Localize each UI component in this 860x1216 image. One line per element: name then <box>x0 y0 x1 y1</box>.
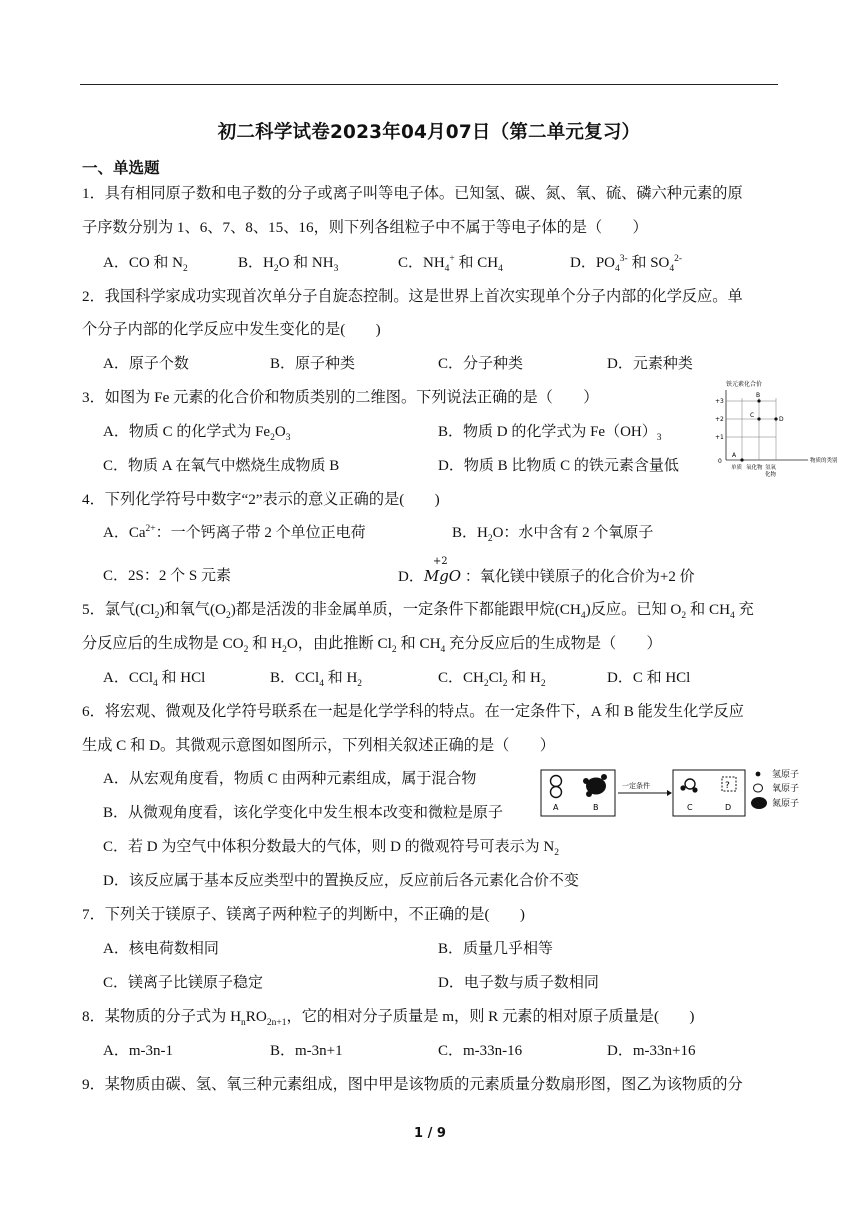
xcat-elemental: 单质 <box>731 465 743 471</box>
q2-option-c: C．分子种类 <box>438 356 524 372</box>
q6-option-b: B．从微观角度看，该化学变化中发生根本改变和微粒是原子 <box>103 805 504 821</box>
q2-stem-line2: 个分子内部的化学反应中发生变化的是( ) <box>82 321 381 338</box>
legend-hydrogen: 氢原子 <box>772 770 800 780</box>
q3-stem: 3．如图为 Fe 元素的化合价和物质类别的二维图。下列说法正确的是（ ） <box>82 389 599 406</box>
q5-option-b: B．CCl$_4$ 和 $H_2$ <box>270 670 363 689</box>
q1-option-b: B．$H_2O$ 和 $NH_3$ <box>238 255 339 274</box>
point-b <box>757 399 760 402</box>
xcat-hydroxide-2: 化物 <box>765 472 777 478</box>
molecule-c-h-atom2 <box>692 787 697 792</box>
q7-stem: 7．下列关于镁原子、镁离子两种粒子的判断中，不正确的是( ) <box>82 906 525 923</box>
q7-option-c: C．镁离子比镁原子稳定 <box>103 975 264 991</box>
arrow-head-icon <box>667 790 672 796</box>
q8-stem: 8．某物质的分子式为 $H_nRO_{2n+1}$，它的相对分子质量是 m，则 R 元素的相对原子质量是( ) <box>82 1008 695 1029</box>
q7-option-b: B．质量几乎相等 <box>438 941 554 957</box>
ytick-zero: 0 <box>718 458 722 465</box>
fig-ylabel: 铁元素化合价 <box>726 381 763 388</box>
label-b: B <box>756 392 761 399</box>
q2-option-a: A．原子个数 <box>103 356 189 372</box>
q6-option-c: C．若 D 为空气中体积分数最大的气体，则 D 的微观符号可表示为 $N_2$ <box>103 839 560 858</box>
q8-option-c: C．m-33n-16 <box>438 1043 523 1059</box>
q8-option-d: D．m-33n+16 <box>607 1043 696 1059</box>
section-heading: 一、单选题 <box>82 159 160 177</box>
fe-valence-diagram <box>712 378 838 480</box>
q3-option-c: C．物质 A 在氧气中燃烧生成物质 B <box>103 458 340 474</box>
q1-option-d: D．$PO_4^{3-}$ 和 $SO_4^{2-}$ <box>570 254 683 274</box>
molecule-c-o-atom <box>685 779 695 789</box>
legend-nitrogen-symbol <box>751 797 767 809</box>
legend-oxygen: 氧原子 <box>772 784 800 794</box>
q1-stem-line2: 子序数分别为 1、6、7、8、15、16，则下列各组粒子中不属于等电子体的是（ ） <box>82 219 648 236</box>
label-c: C <box>750 412 755 419</box>
q5-stem-line2: 分反应后的生成物是 $CO_2$ 和 $H_2O$，由此推断 $Cl_2$ 和 $CH_4$ 充分反应后的生成物是（ ） <box>82 635 662 656</box>
grid <box>726 398 776 460</box>
label-c: C <box>687 803 693 812</box>
point-c <box>757 417 760 420</box>
q9-stem-line1: 9．某物质由碳、氢、氧三种元素组成，图中甲是该物质的元素质量分数扇形图，图乙为该物质的分 <box>82 1076 743 1093</box>
label-b: B <box>593 803 599 812</box>
molecule-a-atom1 <box>551 776 562 787</box>
q6-option-d: D．该反应属于基本反应类型中的置换反应，反应前后各元素化合价不变 <box>103 873 579 889</box>
q6-stem-line1: 6．将宏观、微观及化学符号联系在一起是化学学科的特点。在一定条件下，A 和 B 能发生化学反应 <box>82 703 744 720</box>
q2-option-b: B．原子种类 <box>270 356 356 372</box>
label-a: A <box>553 803 559 812</box>
q1-option-c: C．$NH_4^+$ 和 $CH_4$ <box>398 254 503 274</box>
q3-option-b: B．物质 D 的化学式为 $Fe(OH)_3$ <box>438 424 662 443</box>
molecule-b-h-atom1 <box>583 778 589 784</box>
page-title: 初二科学试卷2023年04月07日（第二单元复习） <box>217 122 641 143</box>
q5-stem-line1: 5．氯气$(Cl_2)$和氧气$(O_2)$都是活泼的非金属单质，一定条件下都能跟甲烷$(CH_4)$反应。已知 $O_2$ 和 $CH_4$ 充 <box>82 601 754 622</box>
ytick-plus3: +3 <box>715 398 724 405</box>
reaction-diagram <box>540 766 812 822</box>
q5-option-a: A．CCl$_4$ 和 HCl <box>103 670 206 689</box>
q3-option-a: A．物质 C 的化学式为 $Fe_2O_3$ <box>103 424 291 443</box>
legend-hydrogen-symbol <box>756 772 761 777</box>
point-a <box>740 458 743 461</box>
q4-option-a: A．$Ca^{2+}$：一个钙离子带 2 个单位正电荷 <box>103 524 366 541</box>
label-a: A <box>732 452 737 459</box>
q8-option-b: B．m-3n+1 <box>270 1043 343 1059</box>
legend-nitrogen: 氮原子 <box>772 799 800 809</box>
page-number: 1 / 9 <box>414 1126 446 1141</box>
xcat-oxide: 氧化物 <box>746 465 763 471</box>
q8-option-a: A．m-3n-1 <box>103 1043 173 1059</box>
q6-option-a: A．从宏观角度看，物质 C 由两种元素组成，属于混合物 <box>103 771 477 787</box>
point-d <box>774 417 777 420</box>
q1-option-a: A．CO 和 $N_2$ <box>103 255 188 274</box>
reaction-condition: 一定条件 <box>622 782 650 790</box>
fig-xlabel: 物质的类别 <box>810 458 838 464</box>
label-d: D <box>725 803 732 812</box>
q4-stem: 4．下列化学符号中数字“2”表示的意义正确的是( ) <box>82 491 440 508</box>
header-rule <box>80 84 778 85</box>
label-d: D <box>779 416 784 423</box>
q7-option-a: A．核电荷数相同 <box>103 941 219 957</box>
q5-option-c: C．$CH_2Cl_2$ 和 $H_2$ <box>438 670 546 689</box>
molecule-c-h-atom1 <box>680 785 685 790</box>
molecule-a-atom2 <box>551 787 562 798</box>
q1-stem-line1: 1．具有相同原子数和电子数的分子或离子叫等电子体。已知氢、碳、氮、氧、硫、磷六种元素的原 <box>82 185 743 202</box>
xcat-hydroxide: 氢氧 <box>765 465 777 471</box>
q5-option-d: D．C 和 HCl <box>607 670 691 686</box>
molecule-b-h-atom2 <box>586 791 592 797</box>
molecule-b-h-atom3 <box>601 774 607 780</box>
q4-option-b: B．$H_2O$：水中含有 2 个氧原子 <box>452 525 654 544</box>
legend-oxygen-symbol <box>754 784 763 792</box>
ytick-plus1: +1 <box>715 434 724 441</box>
mgo-formula: +2 MgO <box>423 556 462 585</box>
q7-option-d: D．电子数与质子数相同 <box>438 975 599 991</box>
q6-stem-line2: 生成 C 和 D。其微观示意图如图所示，下列相关叙述正确的是（ ） <box>82 737 555 754</box>
ytick-plus2: +2 <box>715 416 724 423</box>
unknown-mark: ? <box>725 781 730 791</box>
q3-option-d: D．物质 B 比物质 C 的铁元素含量低 <box>438 458 679 474</box>
q4-option-c: C．2S：2 个 S 元素 <box>103 568 231 584</box>
q4-option-d: D． +2 MgO ：氧化镁中镁原子的化合价为+2 价 <box>398 556 695 585</box>
q2-option-d: D．元素种类 <box>607 356 693 372</box>
q2-stem-line1: 2．我国科学家成功实现首次单分子自旋态控制。这是世界上首次实现单个分子内部的化学反应。单 <box>82 288 743 305</box>
